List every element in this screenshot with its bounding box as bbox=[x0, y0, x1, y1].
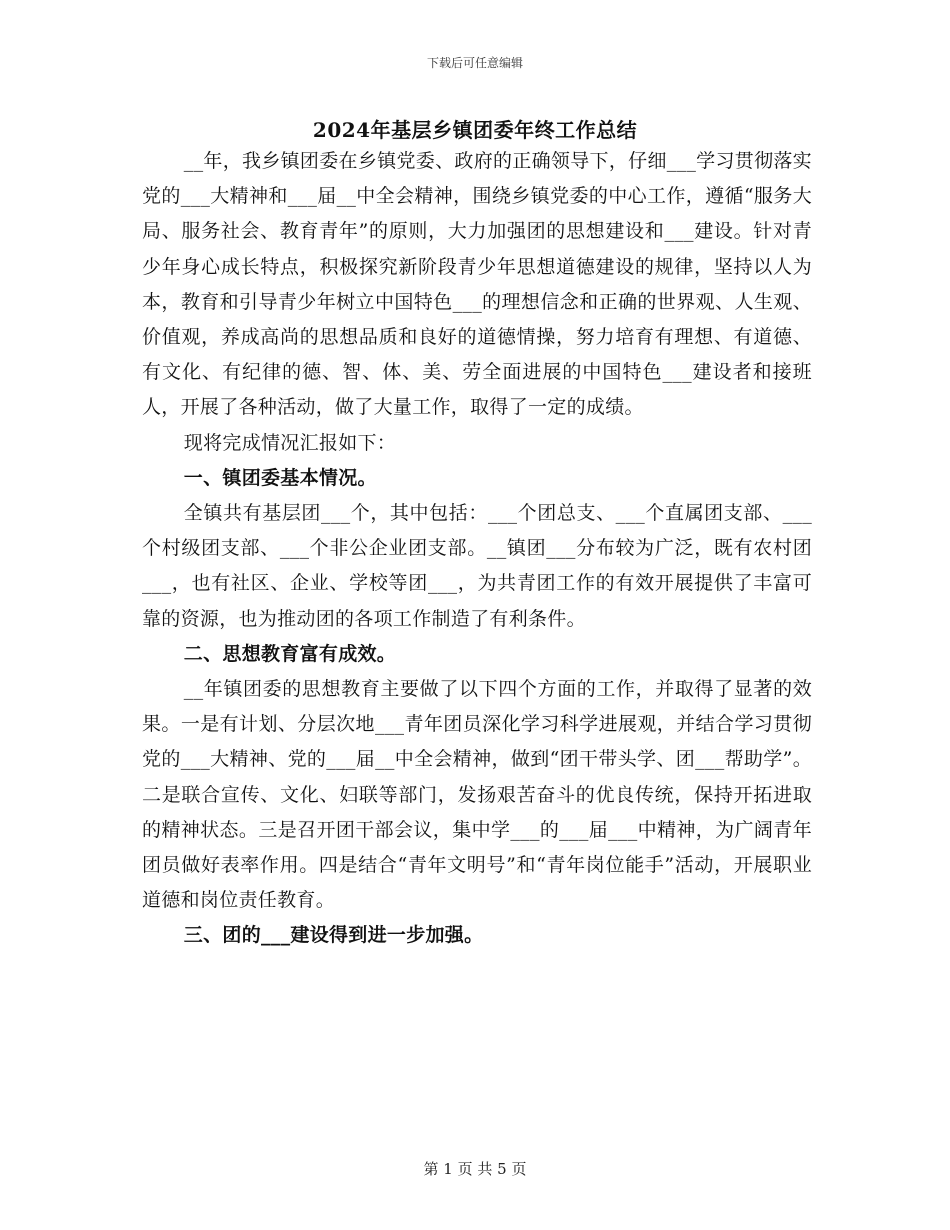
document-title: 2024年基层乡镇团委年终工作总结 bbox=[312, 118, 638, 142]
section-heading-1: 一、镇团委基本情况。 bbox=[183, 466, 377, 489]
download-note: 下载后可任意编辑 bbox=[426, 56, 523, 70]
section-heading-2: 二、思想教育富有成效。 bbox=[183, 642, 397, 665]
paragraph-intro: __年，我乡镇团委在乡镇党委、政府的正确领导下，仔细___学习贯彻落实党的___大精神和___届__中全会精神，围绕乡镇党委的中心工作，遵循“服务大局、服务社会、教育青年”的原则，大力加强团的思想建设和___建设。针对青少年身心成长特点，积极探究新阶段青少年思想道德建设的规律，坚持以人为本，教育和引导青少年树立中国特色___的理想信念和正确的世界观、人生观、价值观，养成高尚的思想品质和良好的道德情操，努力培育有理想、有道德、有文化、有纪律的德、智、体、美、劳全面进展的中国特色___建设者和接班人，开展了各种活动，做了大量工作，取得了一定的成绩。 bbox=[142, 150, 812, 419]
document-body bbox=[142, 144, 812, 954]
paragraph-report-lead: 现将完成情况汇报如下： bbox=[183, 431, 397, 454]
section-heading-3: 三、团的___建设得到进一步加强。 bbox=[183, 924, 484, 947]
paragraph-section-1: 全镇共有基层团___个，其中包括：___个团总支、___个直属团支部、___个村级团支部、___个非公企业团支部。__镇团___分布较为广泛，既有农村团___，也有社区、企业、学校等团___，为共青团工作的有效开展提供了丰富可靠的资源，也为推动团的各项工作制造了有利条件。 bbox=[142, 502, 812, 630]
page-number: 第 1 页 共 5 页 bbox=[423, 1160, 527, 1178]
paragraph-section-2: __年镇团委的思想教育主要做了以下四个方面的工作，并取得了显著的效果。一是有计划、分层次地___青年团员深化学习科学进展观，并结合学习贯彻党的___大精神、党的___届__中全会精神，做到“团干带头学、团___帮助学”。二是联合宣传、文化、妇联等部门，发扬艰苦奋斗的优良传统，保持开拓进取的精神状态。三是召开团干部会议，集中学___的___届___中精神，为广阔青年团员做好表率作用。四是结合“青年文明号”和“青年岗位能手”活动，开展职业道德和岗位责任教育。 bbox=[142, 678, 812, 912]
